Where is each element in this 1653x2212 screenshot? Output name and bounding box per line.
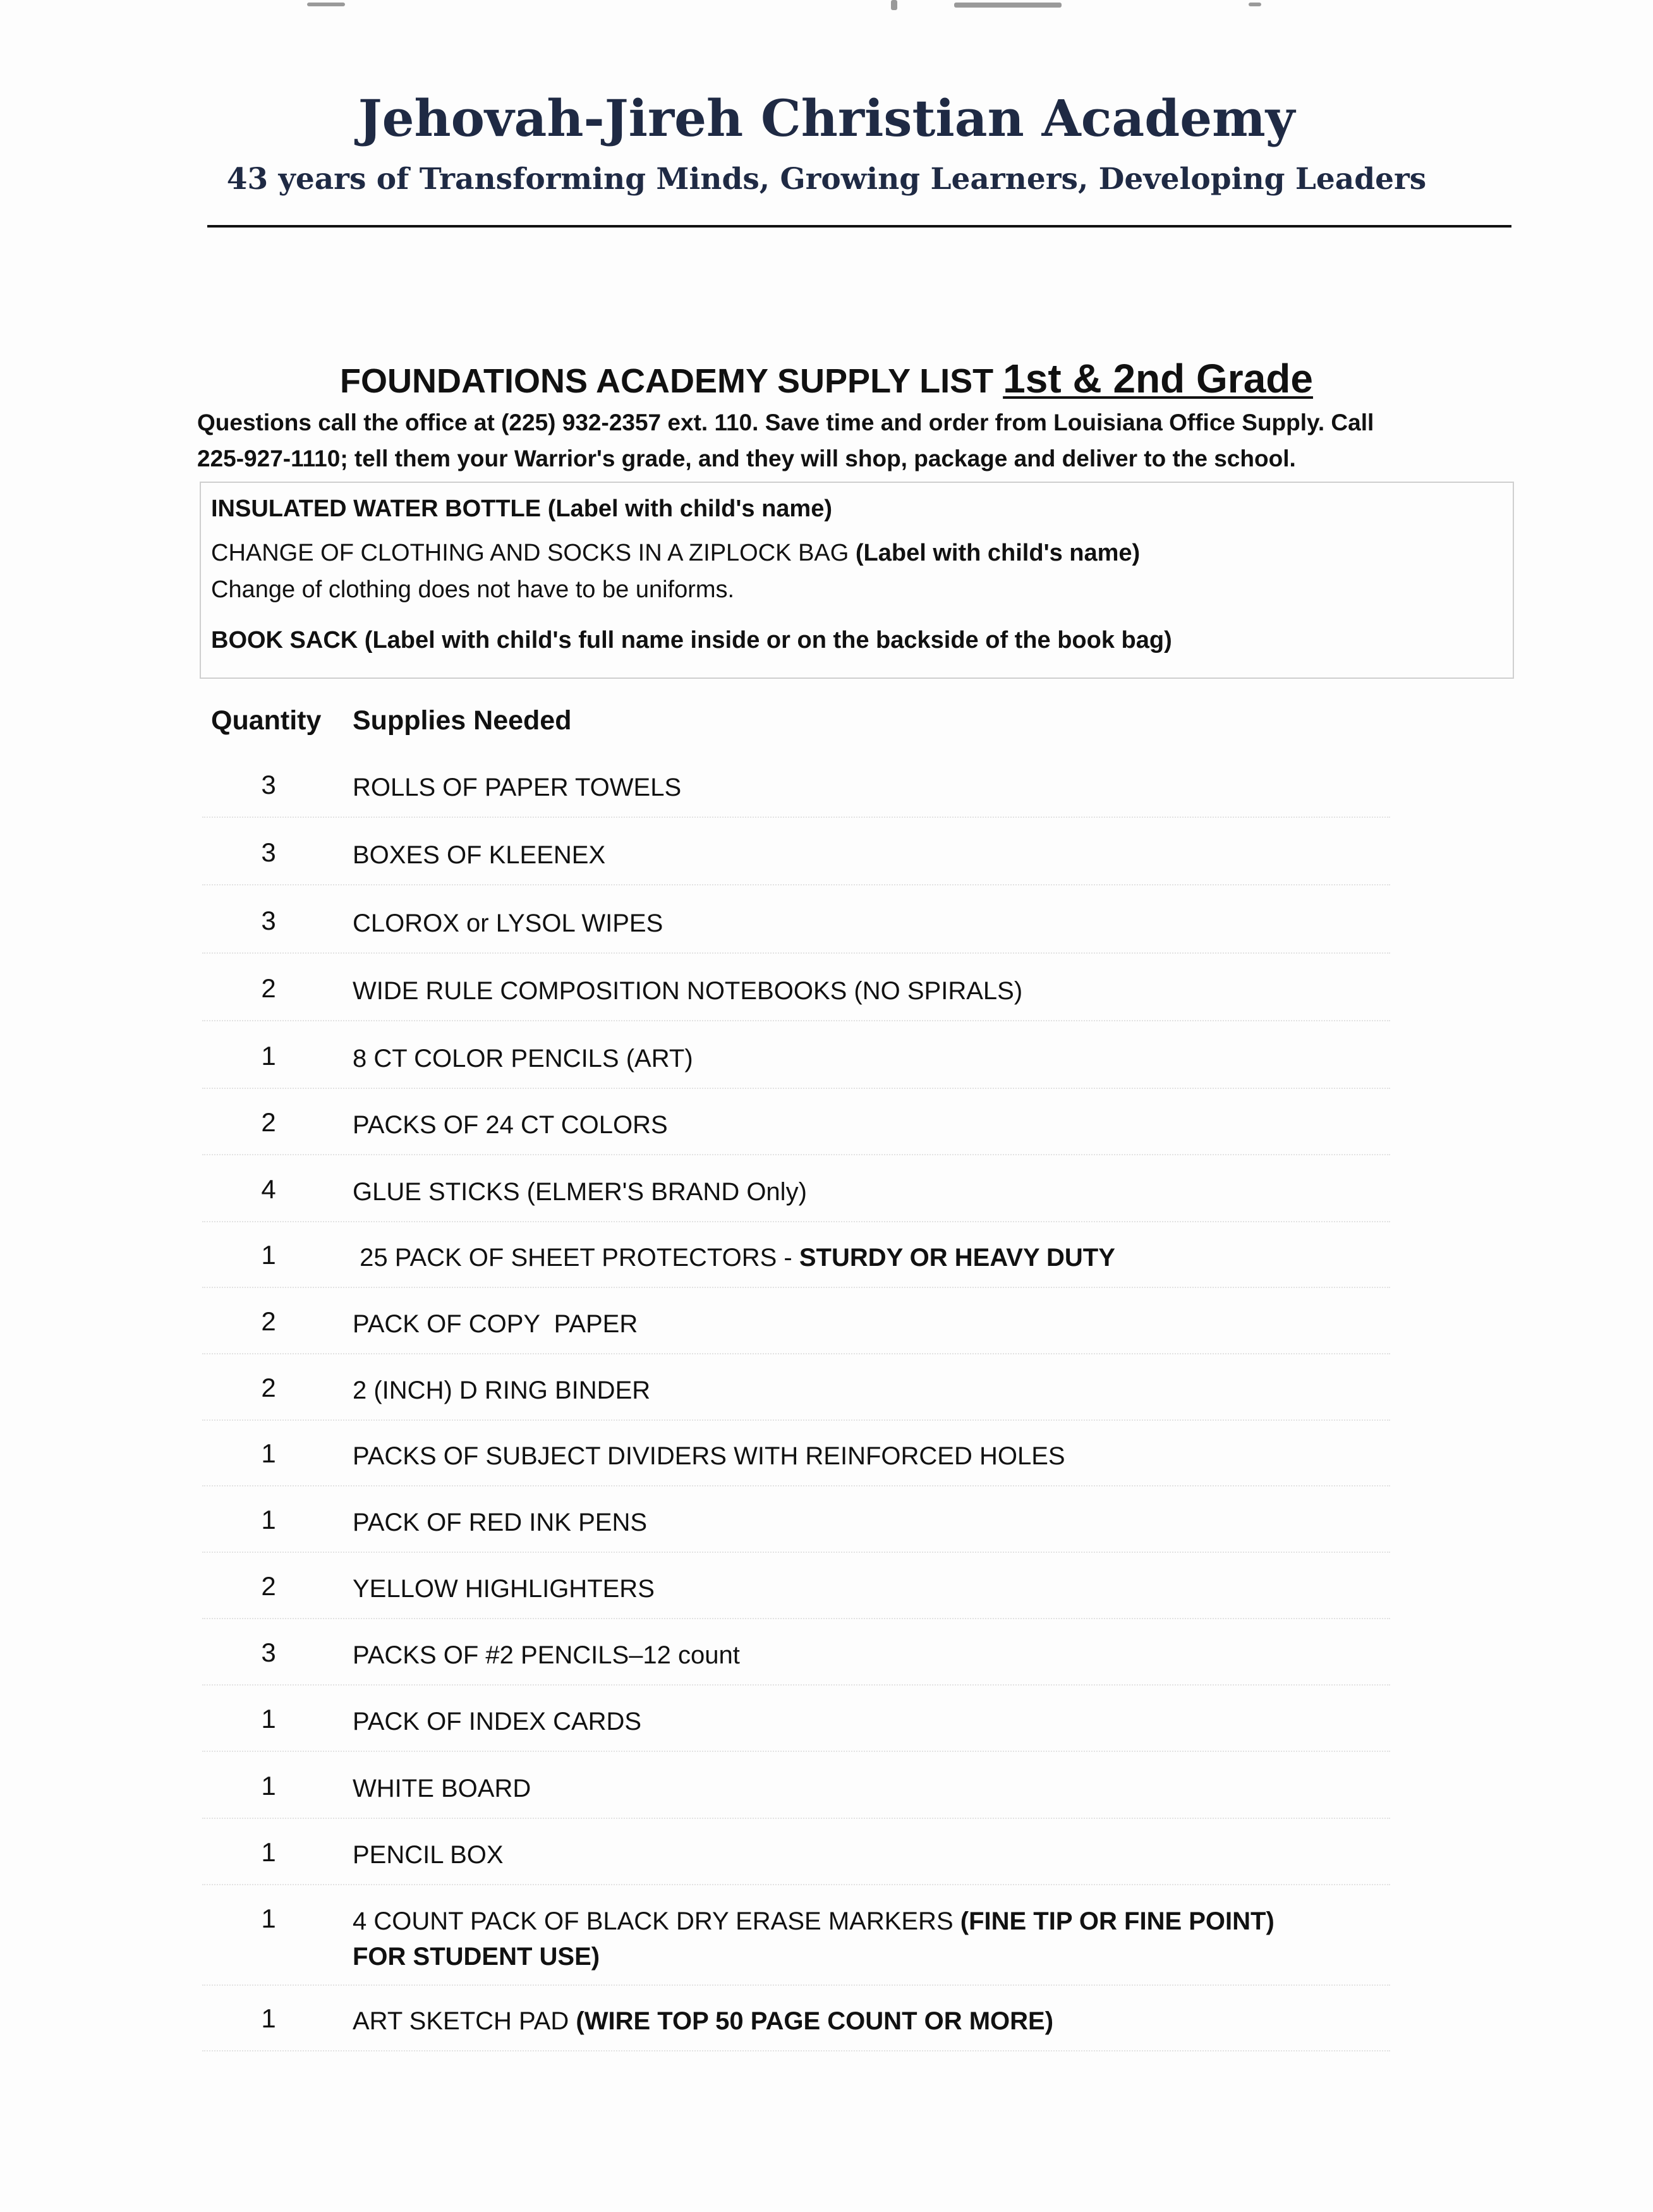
- row-supply-text: CLOROX or LYSOL WIPES: [353, 909, 663, 937]
- row-quantity: 1: [261, 1771, 276, 1801]
- header-divider: [207, 225, 1511, 228]
- row-supply-emphasis: (FINE TIP OR FINE POINT) FOR STUDENT USE): [353, 1907, 1275, 1971]
- row-separator: [202, 1984, 1390, 1986]
- row-supply-emphasis: (WIRE TOP 50 PAGE COUNT OR MORE): [576, 2007, 1054, 2035]
- row-supply-item: [353, 1704, 1364, 1739]
- row-quantity: 4: [261, 1174, 276, 1204]
- required-item-note: (Label with child's full name inside or on the backside of the book bag): [364, 627, 1172, 653]
- row-separator: [202, 1618, 1390, 1619]
- row-separator: [202, 1020, 1390, 1021]
- row-separator: [202, 2050, 1390, 2051]
- scan-mark: [307, 3, 345, 6]
- row-quantity: 1: [261, 2003, 276, 2033]
- supply-list-title: [0, 355, 1653, 402]
- row-supply-item: [353, 1771, 1364, 1806]
- row-supply-text: WIDE RULE COMPOSITION NOTEBOOKS (NO SPIRALS): [353, 977, 1023, 1005]
- row-supply-item: [353, 1505, 1364, 1540]
- row-quantity: 3: [261, 906, 276, 935]
- row-quantity: 1: [261, 1438, 276, 1468]
- row-supply-text: PENCIL BOX: [353, 1841, 504, 1869]
- row-quantity: 1: [261, 1837, 276, 1867]
- row-supply-emphasis: STURDY OR HEAVY DUTY: [799, 1244, 1115, 1272]
- row-supply-item: [353, 1041, 1364, 1076]
- row-supply-item: [353, 1373, 1364, 1408]
- instructions-line: 225-927-1110; tell them your Warrior's grade, and they will shop, package and deliver to the school.: [197, 446, 1296, 471]
- required-clothing: [211, 540, 1140, 567]
- row-supply-text: 25 PACK OF SHEET PROTECTORS -: [353, 1244, 799, 1272]
- row-quantity: 2: [261, 973, 276, 1003]
- row-supply-item: [353, 837, 1364, 873]
- row-supply-text: PACKS OF #2 PENCILS–12 count: [353, 1641, 740, 1669]
- row-supply-text: GLUE STICKS (ELMER'S BRAND Only): [353, 1178, 807, 1206]
- row-separator: [202, 1419, 1390, 1421]
- row-separator: [202, 1485, 1390, 1486]
- row-supply-item: [353, 906, 1364, 941]
- row-supply-text: BOXES OF KLEENEX: [353, 841, 606, 869]
- required-item-note: (Label with child's name): [855, 540, 1141, 566]
- row-supply-item: [353, 1638, 1364, 1673]
- grade-label: 1st & 2nd Grade: [1003, 356, 1313, 401]
- supplies-column-header: Supplies Needed: [353, 705, 572, 736]
- row-separator: [202, 1751, 1390, 1752]
- row-supply-text: ART SKETCH PAD: [353, 2007, 576, 2035]
- row-separator: [202, 1818, 1390, 1819]
- quantity-column-header: Quantity: [211, 705, 322, 736]
- row-supply-text: 8 CT COLOR PENCILS (ART): [353, 1045, 693, 1073]
- row-supply-text: PACK OF COPY PAPER: [353, 1310, 638, 1338]
- required-item-label: CHANGE OF CLOTHING AND SOCKS IN A ZIPLOCK BAG: [211, 540, 849, 566]
- row-supply-item: [353, 973, 1364, 1009]
- required-water-bottle: [211, 495, 832, 523]
- row-quantity: 1: [261, 1240, 276, 1270]
- row-separator: [202, 884, 1390, 885]
- row-quantity: 3: [261, 770, 276, 799]
- instructions-line: Questions call the office at (225) 932-2357 ext. 110. Save time and order from Louisiana Office Supply. Call: [197, 410, 1374, 435]
- row-supply-item: [353, 2003, 1364, 2039]
- row-separator: [202, 1221, 1390, 1222]
- row-quantity: 2: [261, 1571, 276, 1601]
- required-item-label: BOOK SACK: [211, 627, 358, 653]
- scan-mark: [954, 3, 1062, 8]
- row-quantity: 3: [261, 837, 276, 867]
- row-supply-text: 4 COUNT PACK OF BLACK DRY ERASE MARKERS: [353, 1907, 960, 1935]
- scan-mark: [891, 0, 897, 10]
- row-quantity: 3: [261, 1638, 276, 1667]
- row-supply-text: 2 (INCH) D RING BINDER: [353, 1376, 651, 1404]
- row-supply-item: [353, 1904, 1288, 1974]
- row-separator: [202, 952, 1390, 954]
- row-supply-text: YELLOW HIGHLIGHTERS: [353, 1575, 655, 1603]
- row-supply-item: [353, 1174, 1364, 1210]
- required-item-note: (Label with child's name): [547, 495, 833, 522]
- row-separator: [202, 1154, 1390, 1155]
- row-supply-text: WHITE BOARD: [353, 1775, 531, 1802]
- row-supply-text: PACKS OF SUBJECT DIVIDERS WITH REINFORCED HOLES: [353, 1442, 1065, 1470]
- row-separator: [202, 1287, 1390, 1288]
- row-separator: [202, 817, 1390, 818]
- scan-mark: [1249, 3, 1261, 6]
- row-supply-item: [353, 1438, 1364, 1474]
- row-quantity: 1: [261, 1041, 276, 1071]
- row-supply-item: [353, 1306, 1364, 1342]
- row-quantity: 2: [261, 1306, 276, 1336]
- ordering-instructions: [197, 404, 1499, 477]
- row-separator: [202, 1552, 1390, 1553]
- row-supply-item: [353, 1837, 1364, 1873]
- row-separator: [202, 1353, 1390, 1354]
- school-name: Jehovah-Jireh Christian Academy: [358, 88, 1295, 148]
- row-quantity: 1: [261, 1704, 276, 1734]
- row-supply-text: PACK OF INDEX CARDS: [353, 1708, 642, 1735]
- row-separator: [202, 1884, 1390, 1885]
- row-supply-item: [353, 1571, 1364, 1607]
- required-clothing-note: Change of clothing does not have to be uniforms.: [211, 576, 735, 603]
- supply-list-title-text: FOUNDATIONS ACADEMY SUPPLY LIST: [340, 362, 994, 400]
- school-tagline: 43 years of Transforming Minds, Growing Learners, Developing Leaders: [226, 162, 1427, 197]
- row-quantity: 1: [261, 1505, 276, 1534]
- row-quantity: 1: [261, 1904, 276, 1933]
- row-supply-text: ROLLS OF PAPER TOWELS: [353, 774, 682, 801]
- row-separator: [202, 1088, 1390, 1089]
- row-supply-item: [353, 1240, 1364, 1275]
- row-supply-text: PACK OF RED INK PENS: [353, 1509, 648, 1536]
- row-supply-text: PACKS OF 24 CT COLORS: [353, 1111, 668, 1139]
- row-separator: [202, 1684, 1390, 1686]
- required-book-sack: [211, 627, 1172, 654]
- row-supply-item: [353, 1107, 1364, 1143]
- row-quantity: 2: [261, 1373, 276, 1402]
- row-supply-item: [353, 770, 1364, 805]
- row-quantity: 2: [261, 1107, 276, 1137]
- required-item-label: INSULATED WATER BOTTLE: [211, 495, 542, 522]
